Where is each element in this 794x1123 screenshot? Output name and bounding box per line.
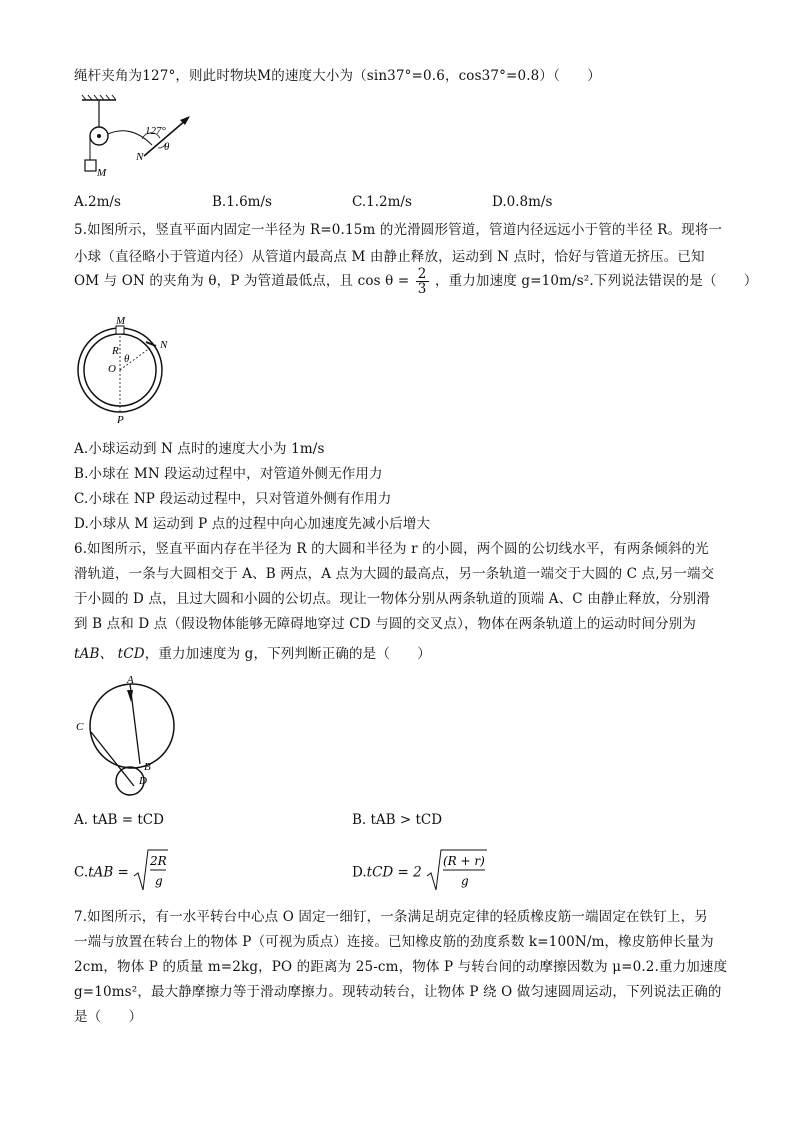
q6-option-d-lhs: tCD = 2 xyxy=(366,864,422,881)
q7-stem-line2: 一端与放置在转台上的物体 P（可视为质点）连接。已知橡皮筋的劲度系数 k=100N/m，橡皮筋伸长量为 xyxy=(74,934,714,950)
q6-stem-line4: 到 B 点和 D 点（假设物体能够无障碍地穿过 CD 与圆的交叉点），物体在两条轨道上的运动时间分别为 xyxy=(74,616,697,632)
q4-option-b: B.1.6m/s xyxy=(212,194,272,210)
q6-option-d-sqrt xyxy=(426,848,488,898)
q7-stem-line1: 7.如图所示，有一水平转台中心点 O 固定一细钉，一条满足胡克定律的轻质橡皮筋一端固定在铁钉上，另 xyxy=(74,909,708,925)
q5-line3-a: OM 与 ON 的夹角为 θ，P 为管道最低点，且 cos θ = xyxy=(74,273,410,289)
q6-option-d-prefix: D. xyxy=(352,864,367,881)
q4-options xyxy=(0,194,794,214)
q5-label-p: P xyxy=(117,414,124,426)
q7-stem-line3: 2cm，物体 P 的质量 m=2kg，PO 的距离为 25-cm，物体 P 与转台间的动摩擦因数为 μ=0.2.重力加速度 xyxy=(74,959,728,975)
q4-option-a: A.2m/s xyxy=(74,194,121,210)
q4-stem-tail: 绳杆夹角为127°，则此时物块M的速度大小为（sin37°=0.6，cos37°=0.8）（ ） xyxy=(74,68,601,84)
q5-stem-line3 xyxy=(74,266,758,296)
q7-stem-line5: 是（ ） xyxy=(74,1009,143,1025)
q4-figure xyxy=(76,94,208,184)
q6-option-d-radical xyxy=(426,848,488,892)
q6-stem-line3: 于小圆的 D 点，且过大圆和小圆的公切点。现让一物体分别从两条轨道的顶端 A、C 由静止释放，分别滑 xyxy=(74,591,711,607)
q6-option-c xyxy=(74,848,169,898)
q6-option-a: A. tAB = tCD xyxy=(74,812,164,828)
q6-option-c-lhs: tAB = xyxy=(88,864,129,881)
q6-label-b: B xyxy=(144,761,151,773)
q6-tcd: tCD xyxy=(117,646,145,662)
q5-stem-line2: 小球（直径略小于管道内径）从管道内最高点 M 由静止释放，运动到 N 点时，恰好与管道无挤压。已知 xyxy=(74,249,705,265)
q4-option-c: C.1.2m/s xyxy=(352,194,412,210)
q4-label-theta: θ xyxy=(164,141,170,153)
q6-stem-line5 xyxy=(74,642,431,662)
q6-label-c: C xyxy=(76,721,84,733)
q6-option-c-prefix: C. xyxy=(74,864,89,881)
q5-frac-den: 3 xyxy=(417,281,427,297)
q6-tab: tAB、 xyxy=(74,646,114,662)
q5-option-c: C.小球在 NP 段运动过程中，只对管道外侧有作用力 xyxy=(74,491,392,507)
q7-stem-line4: g=10ms²，最大静摩擦力等于滑动摩擦力。现转动转台，让物体 P 绕 O 做匀速圆周运动，下列说法正确的 xyxy=(74,984,722,1000)
q6-figure xyxy=(74,672,178,800)
q6-option-c-sqrt xyxy=(133,848,169,898)
q6-label-a: A xyxy=(127,674,134,686)
q5-line3-b: ，重力加速度 g=10m/s².下列说法错误的是（ ） xyxy=(434,273,758,289)
q5-label-n: N xyxy=(160,339,168,351)
q4-label-n: N xyxy=(136,151,144,163)
q5-label-o: O xyxy=(108,363,116,375)
q4-label-m: M xyxy=(97,167,107,179)
q6-stem-line1: 6.如图所示，竖直平面内存在半径为 R 的大圆和半径为 r 的小圆，两个圆的公切线水平，有两条倾斜的光 xyxy=(74,541,709,557)
q5-figure xyxy=(76,314,176,426)
q6-option-d-den: g xyxy=(461,874,469,888)
q4-option-d: D.0.8m/s xyxy=(492,194,553,210)
q6-option-b: B. tAB > tCD xyxy=(352,812,443,828)
q6-option-c-radical xyxy=(133,848,169,892)
q5-label-r: R xyxy=(112,345,119,357)
q4-label-127: 127° xyxy=(145,125,166,137)
q6-line5-rest: ，重力加速度为 g，下列判断正确的是（ ） xyxy=(144,646,431,662)
q6-option-c-num: 2R xyxy=(150,854,167,868)
q5-label-m: M xyxy=(116,315,126,327)
q6-option-c-den: g xyxy=(155,874,163,888)
q5-option-b: B.小球在 MN 段运动过程中，对管道外侧无作用力 xyxy=(74,466,383,482)
q6-label-d: D xyxy=(139,775,147,787)
q5-option-d: D.小球从 M 运动到 P 点的过程中向心加速度先减小后增大 xyxy=(74,516,431,532)
q5-fraction xyxy=(416,267,429,296)
q5-frac-num: 2 xyxy=(417,266,427,282)
q6-stem-line2: 滑轨道，一条与大圆相交于 A、B 两点，A 点为大圆的最高点，另一条轨道一端交于大圆的 C 点,另一端交 xyxy=(74,566,715,582)
q6-option-d xyxy=(352,848,488,898)
q5-stem-line1: 5.如图所示，竖直平面内固定一半径为 R=0.15m 的光滑圆形管道，管道内径远远小于管的半径 R。现将一 xyxy=(74,222,723,238)
q5-label-theta: θ xyxy=(124,353,130,365)
q6-option-d-num: (R + r) xyxy=(443,854,485,868)
q5-option-a: A.小球运动到 N 点时的速度大小为 1m/s xyxy=(74,441,325,457)
